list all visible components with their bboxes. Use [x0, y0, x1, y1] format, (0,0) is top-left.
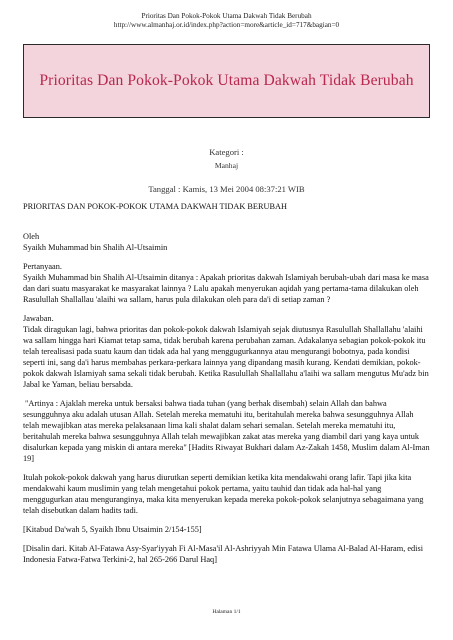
page-footer [0, 609, 453, 615]
hadith-quote: "Artinya : Ajaklah mereka untuk bersaksi bahwa tiada tuhan (yang berhak disembah) selain Allah dan bahwa sesungguhnya aku adalah utusan Allah. Setelah mereka mematuhi itu, beritahulah mereka bahwa sesungguhnya Allah telah mewajibkan atas mereka pelaksanaan lima kali shalat dalam sehari semalan. Setelah mereka mematuhi itu, beritahulah mereka bahwa sesungguhnya Allah telah mewajibkan zakat atas mereka yang diambil dari yang kaya untuk disalurkan kepada yang miskin di antara mereka" [Hadits Riwayat Bukhari dalam Az-Zakah 1458, Muslim dalam Al-Iman 19] [23, 399, 430, 463]
citation: [Kitabud Da'wah 5, Syaikh Ibnu Utsaimin 2/154-155] [23, 525, 202, 534]
source-note: [Disalin dari. Kitab Al-Fatawa Asy-Syar'iyyah Fi Al-Masa'il Al-Ashriyyah Min Fatawa Ulama Al-Balad Al-Haram, edisi Indonesia Fatwa-Fatwa Terkini-2, hal 265-266 Darul Haq] [23, 544, 424, 564]
kategori-label: Kategori : [209, 147, 244, 157]
page-number: Halaman 1/1 [212, 609, 241, 615]
oleh-label: Oleh [23, 232, 40, 241]
closing-paragraph: Itulah pokok-pokok dakwah yang harus diurutkan seperti demikian ketika kita mendakwahi orang lafir. Tapi jika kita mendakwahi kaum muslimin yang telah mengetahui pokok pertama, yaitu tauhid dan tidak ada hal-hal yang menggugurkan atau menguranginya, maka kita menyerukan kepada mereka pokok-pokok selanjutnya sebagaimana yang telah disebutkan dalam hadits tadi. [23, 473, 424, 515]
article-date: Tanggal : Kamis, 13 Mei 2004 08:37:21 WIB [148, 184, 305, 194]
title-banner [23, 44, 430, 118]
pertanyaan-text: Syaikh Muhammad bin Shalih Al-Utsaimin ditanya : Apakah prioritas dakwah Islamiyah berubah-ubah dari masa ke masa dan dari suatu masyarakat ke masyarakat lainnya ? Lalu apakah menyerukan aqidah yang pertama-tama dilakukan oleh Rasulullah Shallallau 'alaihi wa sallam, harus pula dilakukan oleh para da'i di setiap zaman ? [23, 273, 429, 304]
page-header [0, 0, 453, 30]
article-meta [0, 147, 453, 195]
body-heading: PRIORITAS DAN POKOK-POKOK UTAMA DAKWAH TIDAK BERUBAH [23, 202, 288, 211]
author-name: Syaikh Muhammad bin Shalih Al-Utsaimin [23, 243, 168, 252]
header-title: Prioritas Dan Pokok-Pokok Utama Dakwah Tidak Berubah [141, 12, 312, 20]
jawaban-text: Tidak diragukan lagi, bahwa prioritas dan pokok-pokok dakwah Islamiyah sejak diutusnya Rasulullah Shallallahu 'alaihi wa sallam hingga hari Kiamat tetap sama, tidak berubah karena perubahan zaman. Adakalanya sebagian pokok-pokok itu telah terealisasi pada suatu kaum dan tidak ada hal yang menggugurkannya atau mengurangi bobotnya, pada kondisi seperti ini, sang da'i harus membahas perkara-perkara lainnya yang dipandang masih kurang. Kendati demikian, pokok-pokok dakwah Islamiyah sama sekali tidak berubah. Ketika Rasulullah Shallallahu a'laihi wa sallam mengutus Mu'adz bin Jabal ke Yaman, beliau bersabda. [23, 325, 429, 389]
header-url: http://www.almanhaj.or.id/index.php?action=more&article_id=717&bagian=0 [113, 21, 340, 29]
kategori-value: Manhaj [214, 161, 239, 170]
pertanyaan-label: Pertanyaan. [23, 262, 62, 271]
jawaban-label: Jawaban. [23, 314, 54, 323]
article-body [23, 201, 431, 565]
article-title: Prioritas Dan Pokok-Pokok Utama Dakwah Tidak Berubah [39, 72, 414, 89]
